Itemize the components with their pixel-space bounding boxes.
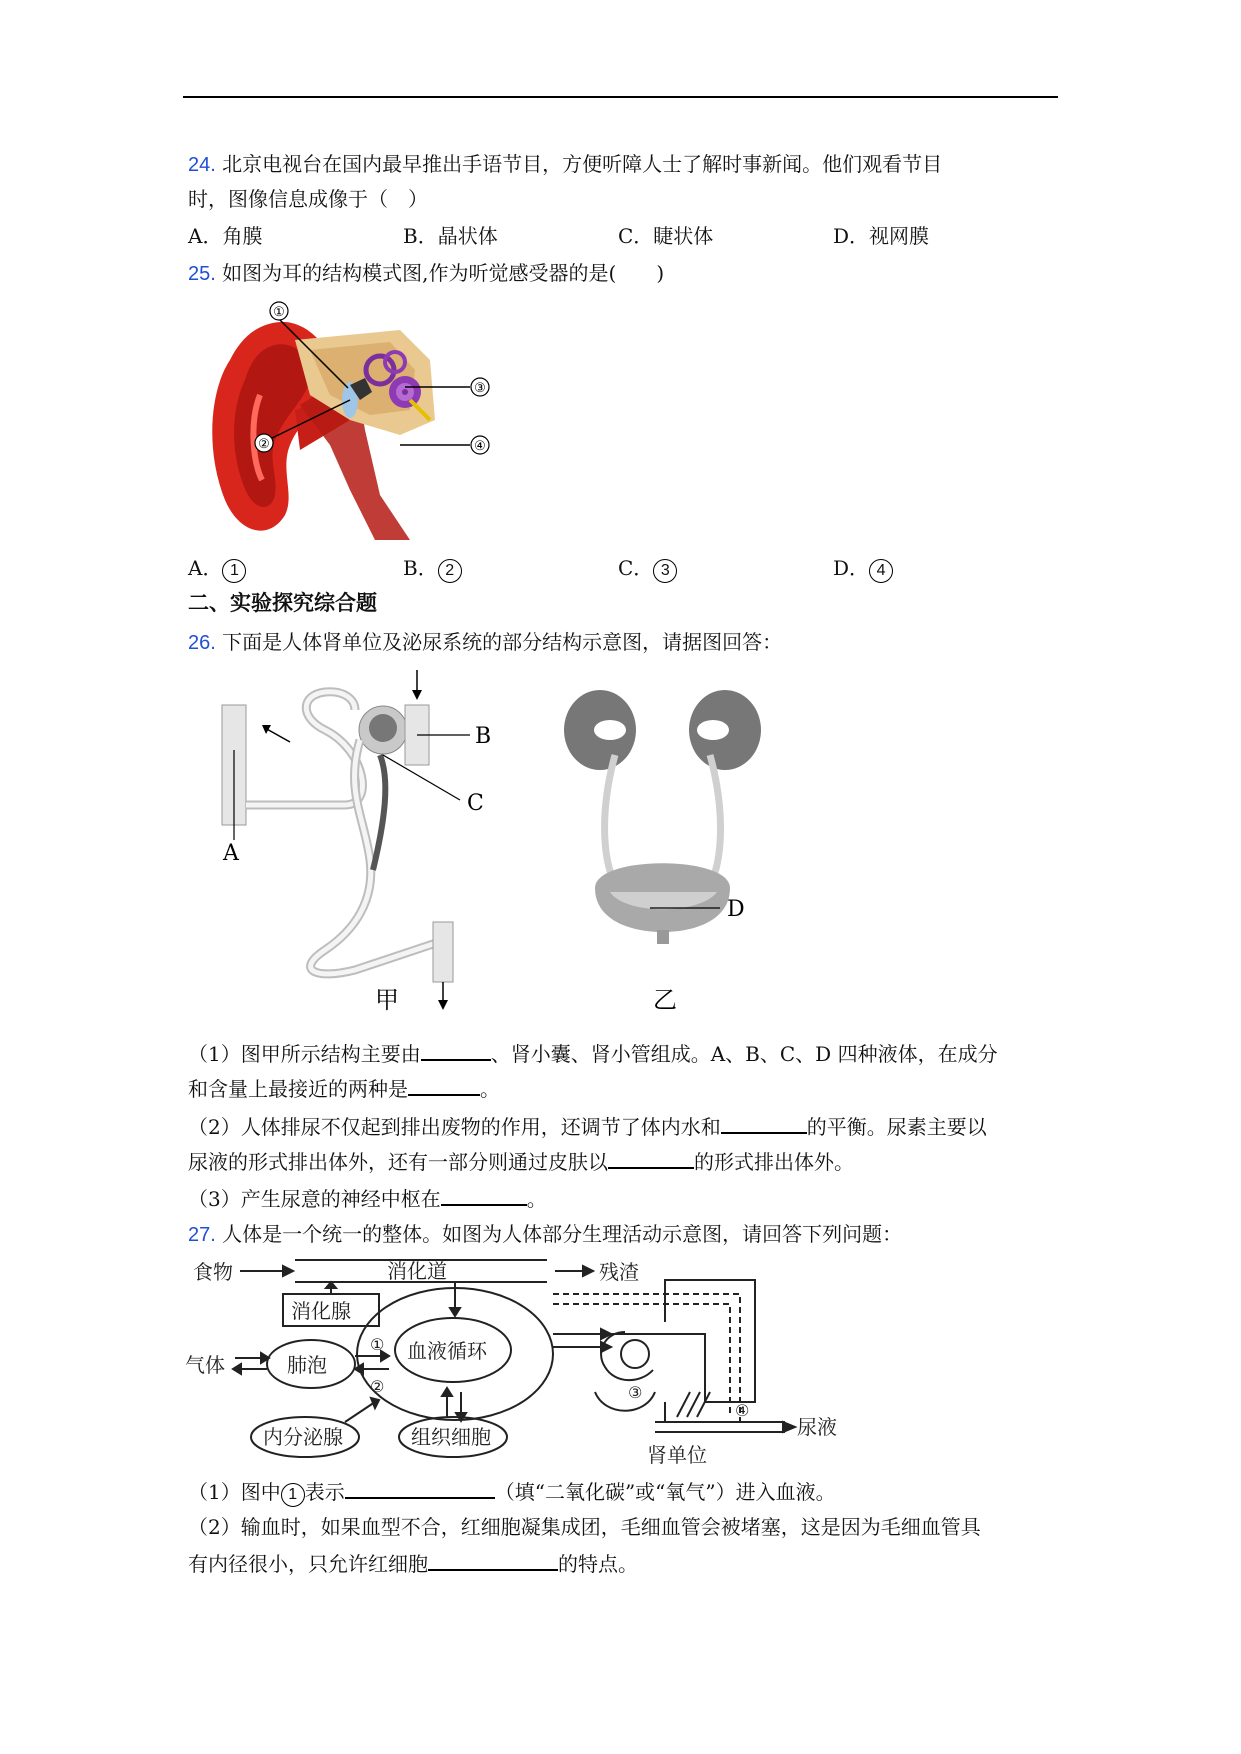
q25-option-d[interactable] bbox=[833, 553, 893, 583]
q25-stem: 如图为耳的结构模式图,作为听觉感受器的是( ) bbox=[222, 261, 665, 285]
q27-part2-line2 bbox=[188, 1547, 638, 1579]
q24-stem: 北京电视台在国内最早推出手语节目，方便听障人士了解时事新闻。他们观看节目 bbox=[222, 152, 943, 176]
kidney-nephron-figure bbox=[205, 670, 835, 1020]
q25-option-d-mark: 4 bbox=[869, 559, 893, 583]
q24-line1 bbox=[188, 149, 942, 180]
ear-label-3: ③ bbox=[474, 380, 486, 395]
q27-blank-2[interactable] bbox=[428, 1547, 558, 1571]
q26-p3-text-b: 。 bbox=[526, 1187, 547, 1211]
label-C: C bbox=[467, 791, 484, 816]
ear-label-4: ④ bbox=[474, 438, 486, 453]
q25-option-a-letter: A． bbox=[188, 556, 223, 580]
q27-line1 bbox=[188, 1219, 902, 1250]
q27-p1-text-a: （1）图中 bbox=[188, 1480, 281, 1504]
fig-circle-4: ④ bbox=[735, 1401, 750, 1420]
fig-circle-3: ③ bbox=[628, 1383, 643, 1402]
q24-option-d[interactable]: D．视网膜 bbox=[833, 224, 930, 248]
q26-blank-4[interactable] bbox=[608, 1145, 694, 1169]
q27-stem: 人体是一个统一的整体。如图为人体部分生理活动示意图，请回答下列问题： bbox=[222, 1222, 903, 1246]
q25-option-b-mark: 2 bbox=[438, 559, 462, 583]
label-B: B bbox=[475, 724, 492, 749]
q26-p1-text-a: （1）图甲所示结构主要由 bbox=[188, 1042, 421, 1066]
fig-residue: 残渣 bbox=[599, 1260, 639, 1284]
q25-option-c[interactable] bbox=[618, 553, 677, 583]
label-A: A bbox=[223, 841, 239, 866]
q24-line2: 时，图像信息成像于（ ） bbox=[188, 187, 428, 211]
q26-part2-line2 bbox=[188, 1145, 854, 1177]
fig-endocrine: 内分泌腺 bbox=[263, 1425, 343, 1449]
q26-p2-text-b: 的平衡。尿素主要以 bbox=[806, 1115, 987, 1139]
q26-blank-1[interactable] bbox=[421, 1037, 491, 1061]
q25-option-b-letter: B． bbox=[403, 556, 438, 580]
header-rule bbox=[183, 96, 1058, 98]
fig-tract: 消化道 bbox=[387, 1259, 447, 1283]
q26-blank-2[interactable] bbox=[408, 1072, 480, 1096]
q27-number: 27. bbox=[188, 1224, 216, 1246]
q27-p1-text-b: 表示 bbox=[304, 1480, 345, 1504]
q25-option-d-letter: D． bbox=[833, 556, 870, 580]
q26-part2-line1 bbox=[188, 1110, 987, 1142]
section-2-heading: 二、实验探究综合题 bbox=[188, 590, 377, 615]
q27-blank-1[interactable] bbox=[345, 1475, 495, 1499]
q27-p1-text-c: （填“二氧化碳”或“氧气”）进入血液。 bbox=[494, 1480, 836, 1504]
q24-option-c[interactable]: C．睫状体 bbox=[618, 224, 714, 248]
physiology-diagram bbox=[185, 1252, 845, 1472]
fig-blood: 血液循环 bbox=[407, 1339, 487, 1363]
q25-line1 bbox=[188, 258, 664, 289]
q26-part3-line1 bbox=[188, 1182, 547, 1214]
q27-p1-mark: 1 bbox=[281, 1483, 305, 1507]
ear-label-2: ② bbox=[258, 436, 270, 451]
fig-food: 食物 bbox=[193, 1260, 233, 1284]
q26-blank-3[interactable] bbox=[721, 1110, 807, 1134]
q25-option-a-mark: 1 bbox=[222, 559, 246, 583]
q26-part1-line2 bbox=[188, 1072, 500, 1104]
q26-p1-text-d: 。 bbox=[480, 1077, 500, 1101]
q26-p3-text-a: （3）产生尿意的神经中枢在 bbox=[188, 1187, 441, 1211]
q24-option-b[interactable]: B．晶状体 bbox=[403, 224, 498, 248]
q26-p2-text-c: 尿液的形式排出体外，还有一部分则通过皮肤以 bbox=[188, 1150, 608, 1174]
q25-number: 25. bbox=[188, 263, 216, 285]
q24-option-a[interactable]: A．角膜 bbox=[188, 224, 263, 248]
q25-option-c-mark: 3 bbox=[653, 559, 677, 583]
fig-alveoli: 肺泡 bbox=[287, 1353, 327, 1377]
q25-option-c-letter: C． bbox=[618, 556, 654, 580]
q26-number: 26. bbox=[188, 632, 216, 654]
q26-part1-line1 bbox=[188, 1037, 998, 1069]
fig-circle-2: ② bbox=[370, 1377, 385, 1396]
q26-blank-5[interactable] bbox=[441, 1182, 527, 1206]
q26-p1-text-b: 、肾小囊、肾小管组成。A、B、C、D 四种液体，在成分 bbox=[490, 1042, 998, 1066]
ear-structure-figure bbox=[200, 300, 510, 545]
q24-number: 24. bbox=[188, 154, 216, 176]
fig-urine: 尿液 bbox=[797, 1415, 837, 1439]
q25-option-b[interactable] bbox=[403, 553, 462, 583]
fig-circle-1: ① bbox=[370, 1335, 385, 1354]
fig-gas: 气体 bbox=[185, 1353, 225, 1377]
q26-line1 bbox=[188, 627, 782, 658]
q26-p2-text-a: （2）人体排尿不仅起到排出废物的作用，还调节了体内水和 bbox=[188, 1115, 721, 1139]
fig-gland: 消化腺 bbox=[291, 1299, 351, 1323]
ear-label-1: ① bbox=[273, 304, 285, 319]
label-yi: 乙 bbox=[653, 986, 677, 1014]
label-jia: 甲 bbox=[375, 986, 399, 1014]
q26-p1-text-c: 和含量上最接近的两种是 bbox=[188, 1077, 408, 1101]
q27-p2-text-b: 有内径很小，只允许红细胞 bbox=[188, 1552, 428, 1576]
label-D: D bbox=[727, 897, 745, 922]
fig-tissue: 组织细胞 bbox=[411, 1425, 491, 1449]
q27-part2-line1: （2）输血时，如果血型不合，红细胞凝集成团，毛细血管会被堵塞，这是因为毛细血管具 bbox=[188, 1515, 981, 1539]
q26-stem: 下面是人体肾单位及泌尿系统的部分结构示意图，请据图回答： bbox=[222, 630, 783, 654]
q27-p2-text-c: 的特点。 bbox=[558, 1552, 638, 1576]
q25-option-a[interactable] bbox=[188, 553, 246, 583]
q26-p2-text-d: 的形式排出体外。 bbox=[694, 1150, 854, 1174]
q27-part1-line bbox=[188, 1475, 836, 1507]
fig-nephron: 肾单位 bbox=[647, 1443, 707, 1467]
